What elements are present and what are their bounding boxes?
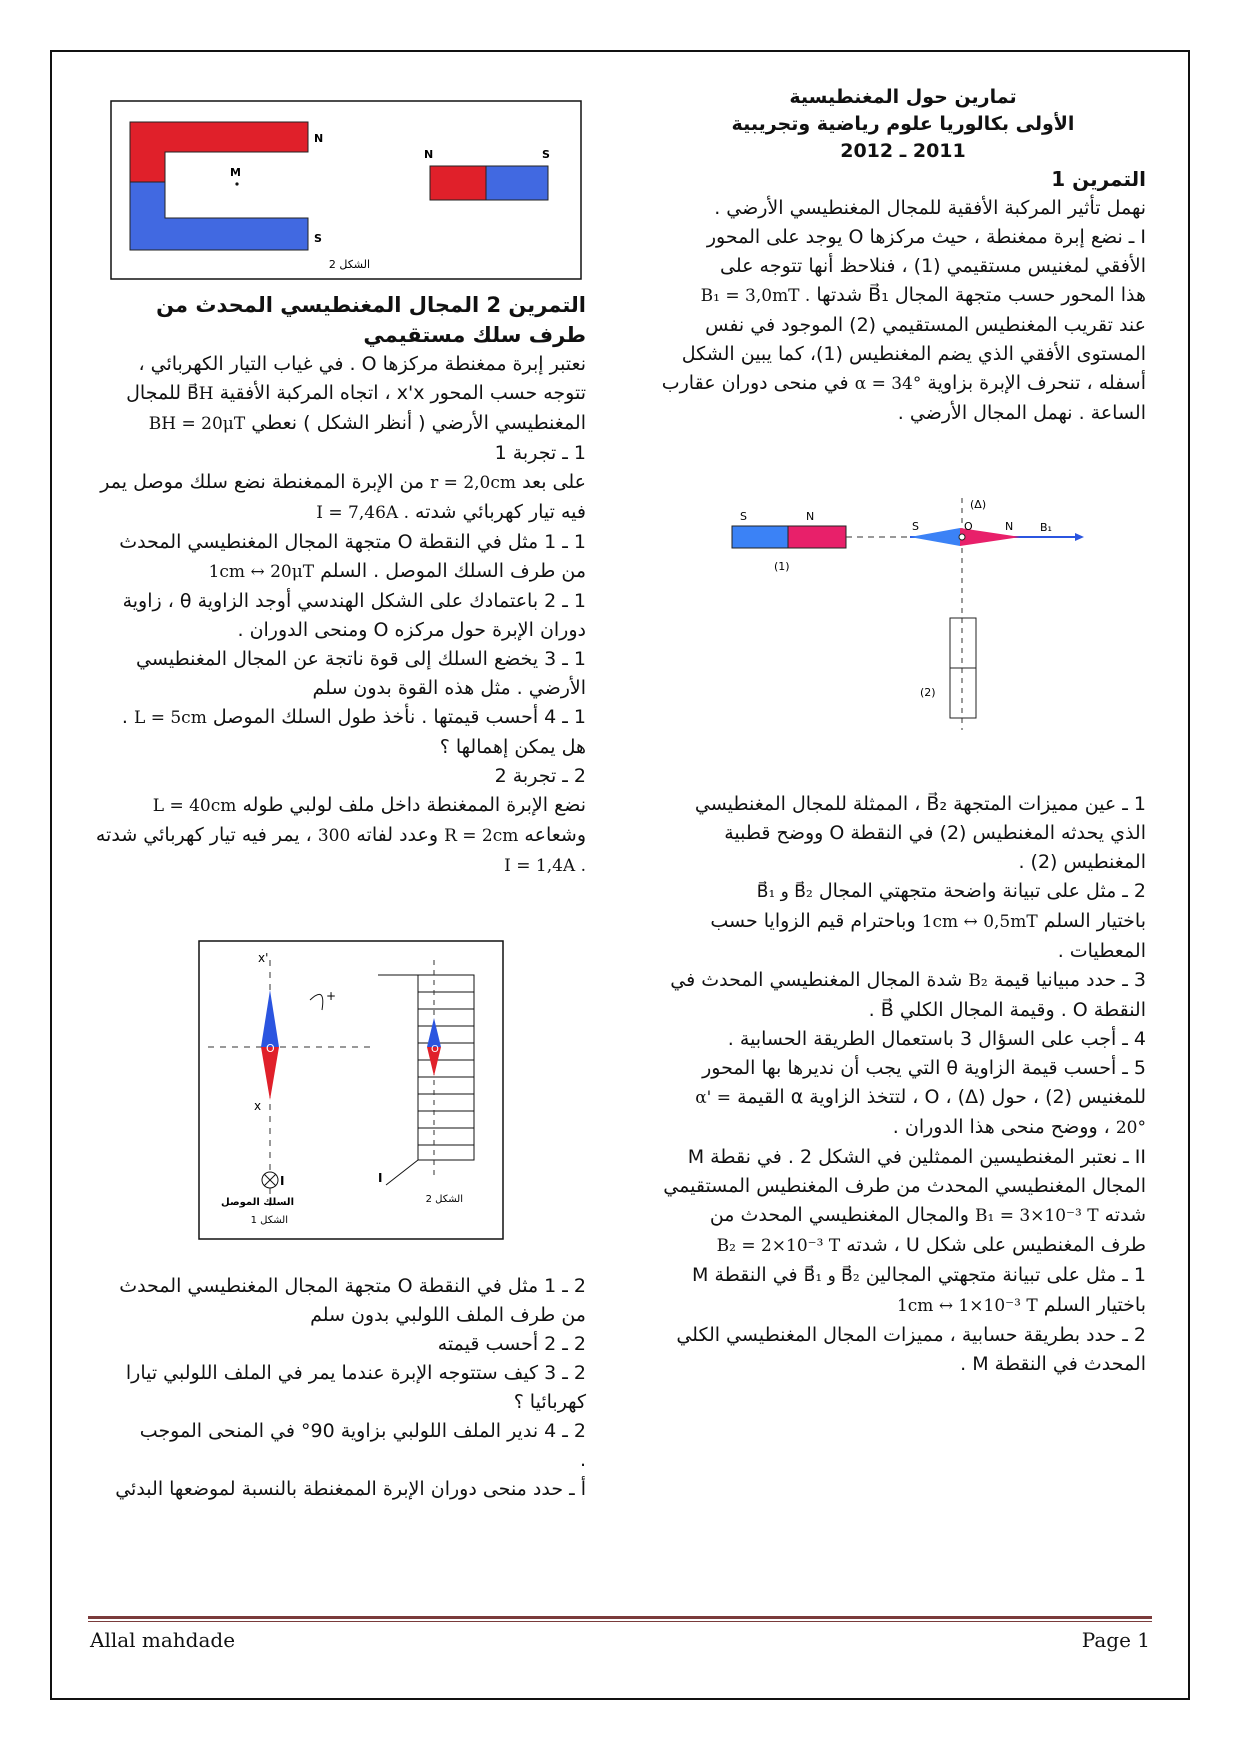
ex1-part1: I ـ نضع إبرة ممغنطة ، حيث مركزها O يوجد على المحور الأفقي لمغنيس مستقيمي (1) ، فنلاحظ أنها تتوجه على xyxy=(706,226,1146,277)
ex1-q1b: الذي يحدثه المغنطيس (2) في النقطة O ووضح قطبية المغنطيس (2) . xyxy=(724,822,1146,873)
label-delta: (Δ) xyxy=(970,498,987,511)
ex1-q3: 3 ـ حدد مبيانيا قيمة B₂ شدة المجال المغنطيسي المحدث في النقطة O . وقيمة المجال الكلي B⃗ . xyxy=(670,969,1146,1021)
ex1-q5: 5 ـ أحسب قيمة الزاوية θ التي يجب أن نديرها بها المحور للمغنيس (2) ، حول (Δ) ، O ، لتتخذ الزاوية α القيمة α' = 20° ، ووضح منحى هذا الدوران . xyxy=(695,1057,1146,1138)
exercise-1-title: التمرين 1 xyxy=(1051,167,1146,191)
figure-2-caption: الشكل 2 xyxy=(328,258,370,271)
doc-title: تمارين حول المغنطيسية xyxy=(789,86,1017,108)
ex1-q2b: باختيار السلم 1cm ↔ 0,5mT وباحترام قيم الزوايا حسب المعطيات . xyxy=(710,910,1146,962)
label-needle-S: S xyxy=(912,520,919,533)
magnet1-north-pole xyxy=(788,526,846,548)
ex2-q14: 1 ـ 4 أحسب قيمتها . نأخذ طول السلك الموصل L = 5cm . هل يمكن إهمالها ؟ xyxy=(121,706,586,758)
bar-label-N: N xyxy=(424,148,434,161)
point-M xyxy=(235,182,238,185)
label-N: N xyxy=(806,510,815,523)
label-M: M xyxy=(230,166,241,179)
footer-page-number: Page 1 xyxy=(1081,1628,1150,1652)
ex1-partII: II ـ نعتبر المغنطيسين الممثلين في الشكل 2 . في نقطة M المجال المغنطيسي المحدث من طرف المغنطيس المستقيمي شدته B₁ = 3×10⁻³ T والمجال المغنطيسي المحدث من طرف المغنطيس على شكل U ، شدته B₂ = 2×10⁻³ T xyxy=(663,1146,1146,1256)
ex1-q4: 4 ـ أجب على السؤال 3 باستعمال الطريقة الحسابية . xyxy=(727,1028,1146,1050)
label-needle-N: N xyxy=(1005,520,1014,533)
ex2-q11: 1 ـ 1 مثل في النقطة O متجهة المجال المغنطيسي المحدث من طرف السلك الموصل . السلم 1cm ↔ 20μT xyxy=(119,531,586,582)
ex1-partII-q1: 1 ـ مثل على تبيانة متجهتي المجالين B⃗₁ و B⃗₂ في النقطة M باختيار السلم 1cm ↔ 1×10⁻³ T xyxy=(692,1264,1146,1316)
ex1-part2: عند تقريب المغنطيس المستقيمي (2) الموجود في نفس المستوى الأفقي الذي يضم المغنطيس (1)، كما يبين الشكل أسفله ، تنحرف الإبرة بزاوية α = 34° في منحى دوران عقارب الساعة . نهمل المجال الأرضي . xyxy=(661,314,1146,424)
ex2-exp1-text: على بعد r = 2,0cm من الإبرة الممغنطة نضع سلك موصل يمر فيه تيار كهربائي شدته I = 7,46A . xyxy=(100,471,586,523)
label-magnet1: (1) xyxy=(774,560,790,573)
ex2-q24: 2 ـ 4 ندير الملف اللولبي بزاوية 90° في المنحى الموجب xyxy=(139,1420,586,1442)
ex1-partII-q2: 2 ـ حدد بطريقة حسابية ، مميزات المجال المغنطيسي الكلي المحدث في النقطة M . xyxy=(676,1324,1146,1375)
u-label-N: N xyxy=(314,132,324,145)
label-S: S xyxy=(740,510,747,523)
label-I-2: I xyxy=(378,1171,383,1185)
doc-year: 2011 ـ 2012 xyxy=(840,140,966,162)
ex2-q22: 2 ـ 2 أحسب قيمته xyxy=(437,1333,586,1355)
ex2-q12: 1 ـ 2 باعتمادك على الشكل الهندسي أوجد الزاوية θ ، زاوية دوران الإبرة حول مركزه O ومنحى الدوران . xyxy=(122,590,586,641)
ex2-q24c: أ ـ حدد منحى دوران الإبرة الممغنطة بالنسبة لموضعها البدئي xyxy=(115,1478,586,1500)
exercise-2-title: التمرين 2 المجال المغنطيسي المحدث من طرف سلك مستقيمي xyxy=(156,293,586,347)
exercise-1-questions xyxy=(660,790,1146,1379)
footer-author: Allal mahdade xyxy=(90,1628,236,1652)
figure-1-caption: الشكل 1 xyxy=(250,1215,288,1226)
ex1-part1b: هذا المحور حسب متجهة المجال B⃗₁ شدتها B₁ = 3,0mT . xyxy=(700,284,1146,306)
label-plus: + xyxy=(326,989,337,1003)
ex2-exp2-text: نضع الإبرة الممغنطة داخل ملف لولبي طوله L = 40cm وشعاعه R = 2cm وعدد لفاته 300 ، يمر فيه تيار كهربائي شدته I = 1,4A . xyxy=(95,794,586,876)
label-x: x xyxy=(254,1099,262,1113)
bar-magnet-north xyxy=(430,166,486,200)
figure-ex2-wire-solenoid xyxy=(198,940,504,1240)
label-O: O xyxy=(964,520,973,533)
figure-2-u-magnet xyxy=(110,100,582,280)
figure-magnets-needle xyxy=(720,490,1140,750)
magnet1-south-pole xyxy=(732,526,788,548)
label-O-2: O xyxy=(431,1044,439,1055)
label-O-1: O xyxy=(266,1042,275,1055)
label-B1: B₁ xyxy=(1040,521,1052,534)
ex2-q13: 1 ـ 3 يخضع السلك إلى قوة ناتجة عن المجال المغنطيسي الأرضي . مثل هذه القوة بدون سلم xyxy=(136,648,586,699)
label-magnet2: (2) xyxy=(920,686,936,699)
exercise-2-column xyxy=(92,290,586,881)
ex2-exp2-title: 2 ـ تجربة 2 xyxy=(494,765,586,787)
solenoid xyxy=(418,975,474,1160)
bar-magnet-south xyxy=(486,166,548,200)
bar-label-S: S xyxy=(542,148,550,161)
ex1-q1a: 1 ـ عين مميزات المتجهة B⃗₂ ، الممثلة للمجال المغنطيسي xyxy=(694,793,1146,815)
ex1-intro: نهمل تأثير المركبة الأفقية للمجال المغنطيسي الأرضي . xyxy=(714,197,1146,219)
footer-divider xyxy=(88,1616,1152,1619)
exercise-1-column xyxy=(660,84,1146,428)
ex2-q23: 2 ـ 3 كيف ستتوجه الإبرة عندما يمر في الملف اللولبي تيارا xyxy=(125,1362,586,1384)
ex2-q21: 2 ـ 1 مثل في النقطة O متجهة المجال المغنطيسي المحدث xyxy=(119,1275,586,1297)
wire-label: السلك الموصل xyxy=(221,1197,294,1208)
ex2-q21b: من طرف الملف اللولبي بدون سلم xyxy=(310,1304,586,1326)
footer-divider-thin xyxy=(88,1621,1152,1622)
doc-subtitle: الأولى بكالوريا علوم رياضية وتجريبية xyxy=(731,113,1075,135)
label-x-prime: x' xyxy=(258,951,269,965)
ex1-q2: 2 ـ مثل على تبيانة واضحة متجهتي المجال B⃗₁ و B⃗₂ xyxy=(756,880,1146,902)
exercise-2-questions xyxy=(92,1272,586,1504)
ex2-exp1-title: 1 ـ تجربة 1 xyxy=(494,442,586,464)
ex2-q23b: كهربائيا ؟ xyxy=(513,1391,586,1413)
ex2-p1: نعتبر إبرة ممغنطة مركزها O . في غياب التيار الكهربائي ، تتوجه حسب المحور x'x ، اتجاه المركبة الأفقية B⃗H للمجال المغنطيسي الأرضي ( أنظر الشكل ) نعطي BH = 20μT xyxy=(126,353,586,434)
u-label-S: S xyxy=(314,232,322,245)
ex2-q24b: . xyxy=(579,1449,586,1471)
figure-2b-caption: الشكل 2 xyxy=(425,1194,463,1205)
label-I-1: I xyxy=(280,1174,285,1188)
